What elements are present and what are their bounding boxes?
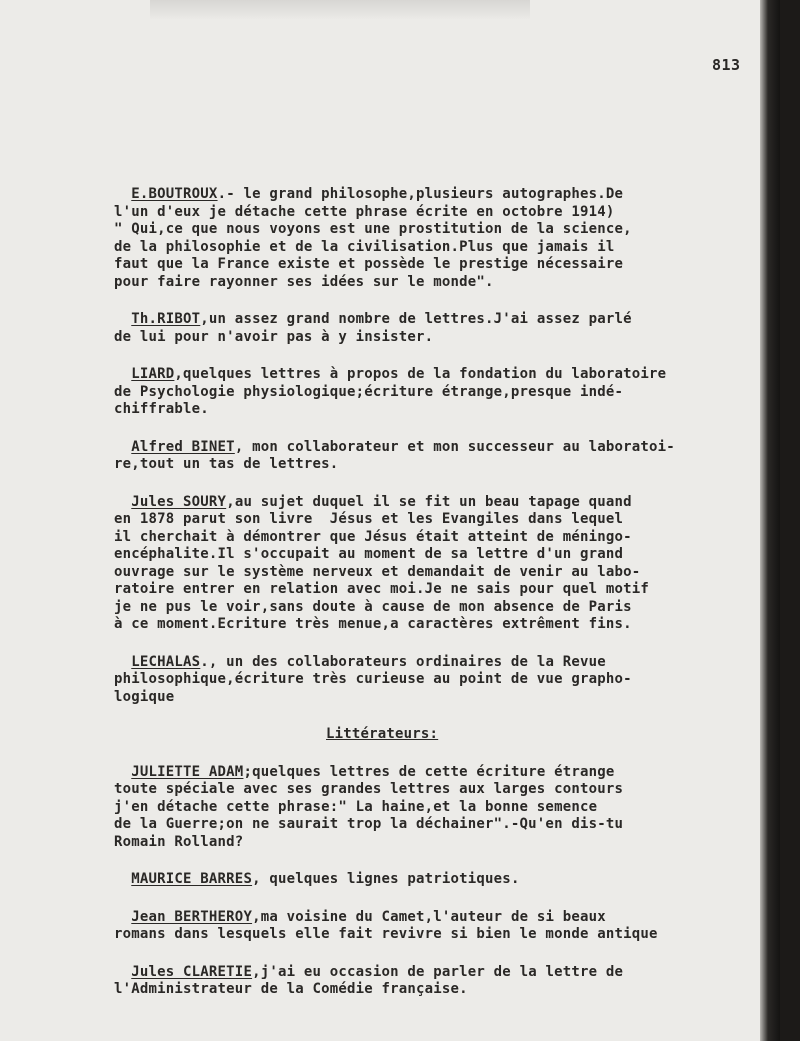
letter-entry: [114, 494, 764, 634]
writers-list: [114, 764, 764, 999]
entry-line: [114, 366, 764, 384]
correspondent-name: LIARD: [131, 366, 175, 382]
entry-text: , quelques lignes patriotiques.: [252, 871, 520, 887]
entry-line: philosophique,écriture très curieuse au point de vue grapho-: [114, 671, 632, 687]
correspondent-name: Jules SOURY: [131, 493, 227, 510]
entry-line: pour faire rayonner ses idées sur le monde".: [114, 273, 494, 290]
entry-line: " Qui,ce que nous voyons est une prostitution de la science,: [114, 221, 632, 237]
entry-line: encéphalite.Il s'occupait au moment de sa lettre d'un grand: [114, 546, 624, 562]
entry-text: ,quelques lettres à propos de la fondation du laboratoire: [174, 366, 667, 382]
entry-line: de Psychologie physiologique;écriture étrange,presque indé-: [114, 383, 624, 400]
entry-line: de la Guerre;on ne saurait trop la déchainer".-Qu'en dis-tu: [114, 816, 624, 832]
letter-entry: [114, 311, 764, 346]
entry-line: [114, 871, 764, 889]
entry-line: en 1878 parut son livre Jésus et les Evangiles dans lequel: [114, 511, 624, 527]
letter-entry: [114, 439, 764, 474]
entry-line: [114, 311, 764, 329]
entry-line: romans dans lesquels elle fait revivre si bien le monde antique: [114, 926, 658, 942]
letter-entry: [114, 366, 764, 419]
entry-text: , mon collaborateur et mon successeur au laboratoi-: [234, 438, 675, 455]
entry-line: Romain Rolland?: [114, 833, 244, 850]
entry-text: ,au sujet duquel il se fit un beau tapage quand: [226, 493, 632, 510]
entry-line: [114, 964, 764, 982]
entry-line: re,tout un tas de lettres.: [114, 456, 339, 472]
letter-entry: [114, 909, 764, 944]
correspondent-name: JULIETTE ADAM: [131, 763, 244, 780]
entry-line: l'un d'eux je détache cette phrase écrite en octobre 1914): [114, 203, 615, 220]
entry-text: ,j'ai eu occasion de parler de la lettre de: [252, 963, 624, 980]
page-number: 813: [712, 56, 741, 74]
entry-line: de lui pour n'avoir pas à y insister.: [114, 328, 434, 345]
page-edge-shadow: [760, 0, 780, 1041]
entry-text: ;quelques lettres de cette écriture étrange: [243, 763, 615, 780]
letter-entry: [114, 764, 764, 852]
entry-line: j'en détache cette phrase:" La haine,et la bonne semence: [114, 798, 598, 815]
correspondent-name: Jean BERTHEROY: [131, 908, 253, 925]
entry-line: ratoire entrer en relation avec moi.Je ne sais pour quel motif: [114, 581, 649, 597]
entry-line: [114, 909, 764, 927]
letter-entry: [114, 654, 764, 707]
correspondent-name: Alfred BINET: [131, 438, 235, 455]
entry-line: de la philosophie et de la civilisation.Plus que jamais il: [114, 238, 615, 255]
scan-smudge: [150, 0, 530, 20]
scientists-list: [114, 186, 764, 706]
entry-line: logique: [114, 688, 175, 705]
correspondent-name: MAURICE BARRES: [131, 871, 253, 887]
entry-line: toute spéciale avec ses grandes lettres aux larges contours: [114, 781, 624, 797]
entry-line: chiffrable.: [114, 401, 209, 417]
entry-line: [114, 439, 764, 457]
entry-line: à ce moment.Ecriture très menue,a caractères extrêment fins.: [114, 616, 632, 632]
entry-text: ., un des collaborateurs ordinaires de la Revue: [200, 653, 606, 670]
entry-text: ,un assez grand nombre de lettres.J'ai assez parlé: [200, 311, 632, 327]
correspondent-name: Th.RIBOT: [131, 311, 201, 327]
entry-text: ,ma voisine du Camet,l'auteur de si beaux: [252, 908, 606, 925]
entry-line: [114, 654, 764, 672]
document-body: [114, 186, 764, 1019]
correspondent-name: E.BOUTROUX: [131, 186, 218, 202]
entry-line: je ne pus le voir,sans doute à cause de mon absence de Paris: [114, 598, 632, 615]
letter-entry: [114, 186, 764, 291]
entry-line: l'Administrateur de la Comédie française.: [114, 981, 468, 997]
correspondent-name: LECHALAS: [131, 653, 201, 670]
letter-entry: [114, 964, 764, 999]
entry-line: ouvrage sur le système nerveux et demandait de venir au labo-: [114, 563, 641, 580]
letter-entry: [114, 871, 764, 889]
entry-line: [114, 186, 764, 204]
correspondent-name: Jules CLARETIE: [131, 963, 253, 980]
entry-line: [114, 764, 764, 782]
entry-line: [114, 494, 764, 512]
section-heading: [114, 726, 764, 744]
entry-line: il cherchait à démontrer que Jésus était atteint de méningo-: [114, 528, 632, 545]
section-heading-text: Littérateurs:: [326, 726, 439, 742]
entry-line: faut que la France existe et possède le prestige nécessaire: [114, 256, 624, 272]
entry-text: .- le grand philosophe,plusieurs autographes.De: [217, 186, 624, 202]
